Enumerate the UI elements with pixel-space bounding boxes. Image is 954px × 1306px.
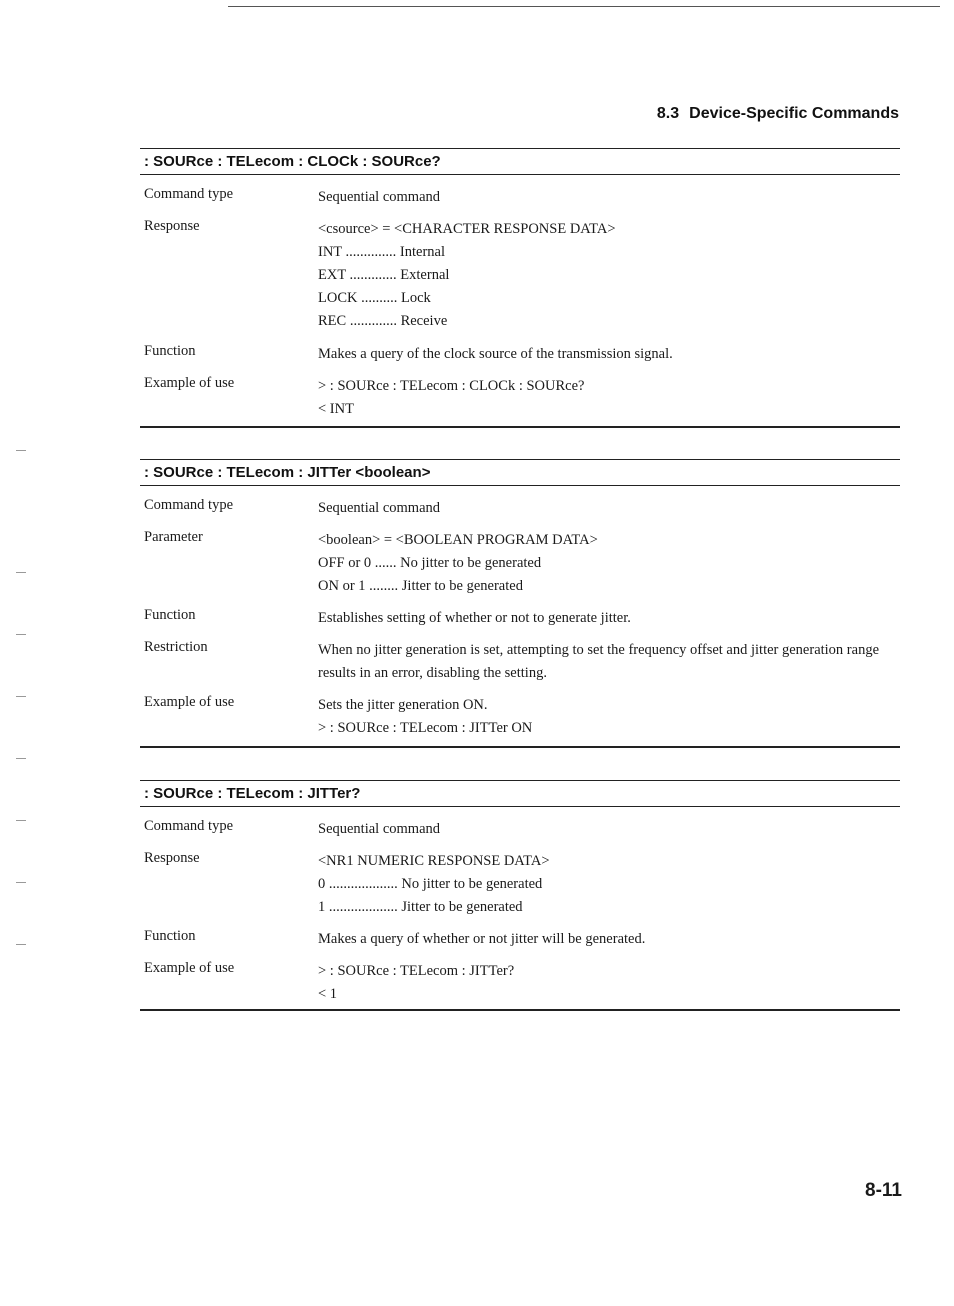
row-label: Example of use (144, 960, 235, 976)
row-value (318, 343, 900, 366)
row-label: Parameter (144, 529, 203, 545)
value-line: Makes a query of whether or not jitter will be generated. (318, 931, 646, 947)
command-section-jitter-set (140, 459, 900, 750)
value-line: Sequential command (318, 189, 441, 205)
value-line: Sequential command (318, 500, 441, 516)
row-value (318, 186, 900, 209)
top-rule (228, 6, 940, 7)
margin-tick (16, 696, 26, 697)
command-section-clock-source (140, 148, 900, 430)
value-line: OFF or 0 ...... No jitter to be generated (318, 555, 542, 571)
margin-tick (16, 634, 26, 635)
value-line: Sequential command (318, 821, 441, 837)
row-label: Function (144, 607, 196, 623)
value-line: Sets the jitter generation ON. (318, 697, 488, 713)
running-header (657, 105, 899, 123)
value-line: 1 ................... Jitter to be generated (318, 899, 523, 915)
section-bottom-rule (140, 1009, 900, 1011)
margin-tick (16, 758, 26, 759)
row-label: Restriction (144, 639, 208, 655)
row-value (318, 497, 900, 520)
row-value (318, 607, 900, 630)
row-value (318, 818, 900, 841)
section-title: : SOURce : TELecom : JITTer <boolean> (140, 459, 900, 486)
row-label: Command type (144, 818, 234, 834)
margin-tick (16, 944, 26, 945)
row-value (318, 928, 900, 951)
row-label: Function (144, 928, 196, 944)
value-line: <boolean> = <BOOLEAN PROGRAM DATA> (318, 532, 598, 548)
value-line: < INT (318, 401, 354, 417)
row-value (318, 960, 900, 1006)
row-label: Example of use (144, 694, 235, 710)
row-value (318, 850, 900, 919)
row-label: Response (144, 850, 200, 866)
value-line: Establishes setting of whether or not to generate jitter. (318, 610, 631, 626)
row-value (318, 529, 900, 598)
value-line: > : SOURce : TELecom : JITTer ON (318, 720, 533, 736)
margin-tick (16, 882, 26, 883)
row-value (318, 694, 900, 740)
value-line: > : SOURce : TELecom : JITTer? (318, 963, 515, 979)
value-line: <NR1 NUMERIC RESPONSE DATA> (318, 853, 550, 869)
row-value (318, 218, 900, 333)
row-label: Response (144, 218, 200, 234)
header-section-number: 8.3 (656, 105, 680, 122)
value-line: < 1 (318, 986, 338, 1002)
page-number: 8-11 (865, 1180, 902, 1201)
value-line: > : SOURce : TELecom : CLOCk : SOURce? (318, 378, 585, 394)
row-label: Function (144, 343, 196, 359)
section-bottom-rule (140, 746, 900, 748)
command-section-jitter-query (140, 780, 900, 1014)
row-label: Command type (144, 497, 234, 513)
value-line: INT .............. Internal (318, 244, 445, 260)
section-title: : SOURce : TELecom : CLOCk : SOURce? (140, 148, 900, 175)
margin-tick (16, 572, 26, 573)
value-line: LOCK .......... Lock (318, 290, 431, 306)
row-label: Command type (144, 186, 234, 202)
value-line: <csource> = <CHARACTER RESPONSE DATA> (318, 221, 616, 237)
value-line: EXT ............. External (318, 267, 450, 283)
row-value (318, 639, 900, 685)
row-label: Example of use (144, 375, 235, 391)
value-line: REC ............. Receive (318, 313, 448, 329)
header-section-title: Device-Specific Commands (689, 105, 899, 122)
value-paragraph: When no jitter generation is set, attempting to set the frequency offset and jitter generation range results in an error, disabling the setting. (318, 642, 880, 681)
margin-tick (16, 450, 26, 451)
value-line: 0 ................... No jitter to be generated (318, 876, 543, 892)
section-bottom-rule (140, 426, 900, 428)
row-value (318, 375, 900, 421)
value-line: ON or 1 ........ Jitter to be generated (318, 578, 523, 594)
value-line: Makes a query of the clock source of the transmission signal. (318, 346, 673, 362)
section-title: : SOURce : TELecom : JITTer? (140, 780, 900, 807)
margin-tick (16, 820, 26, 821)
